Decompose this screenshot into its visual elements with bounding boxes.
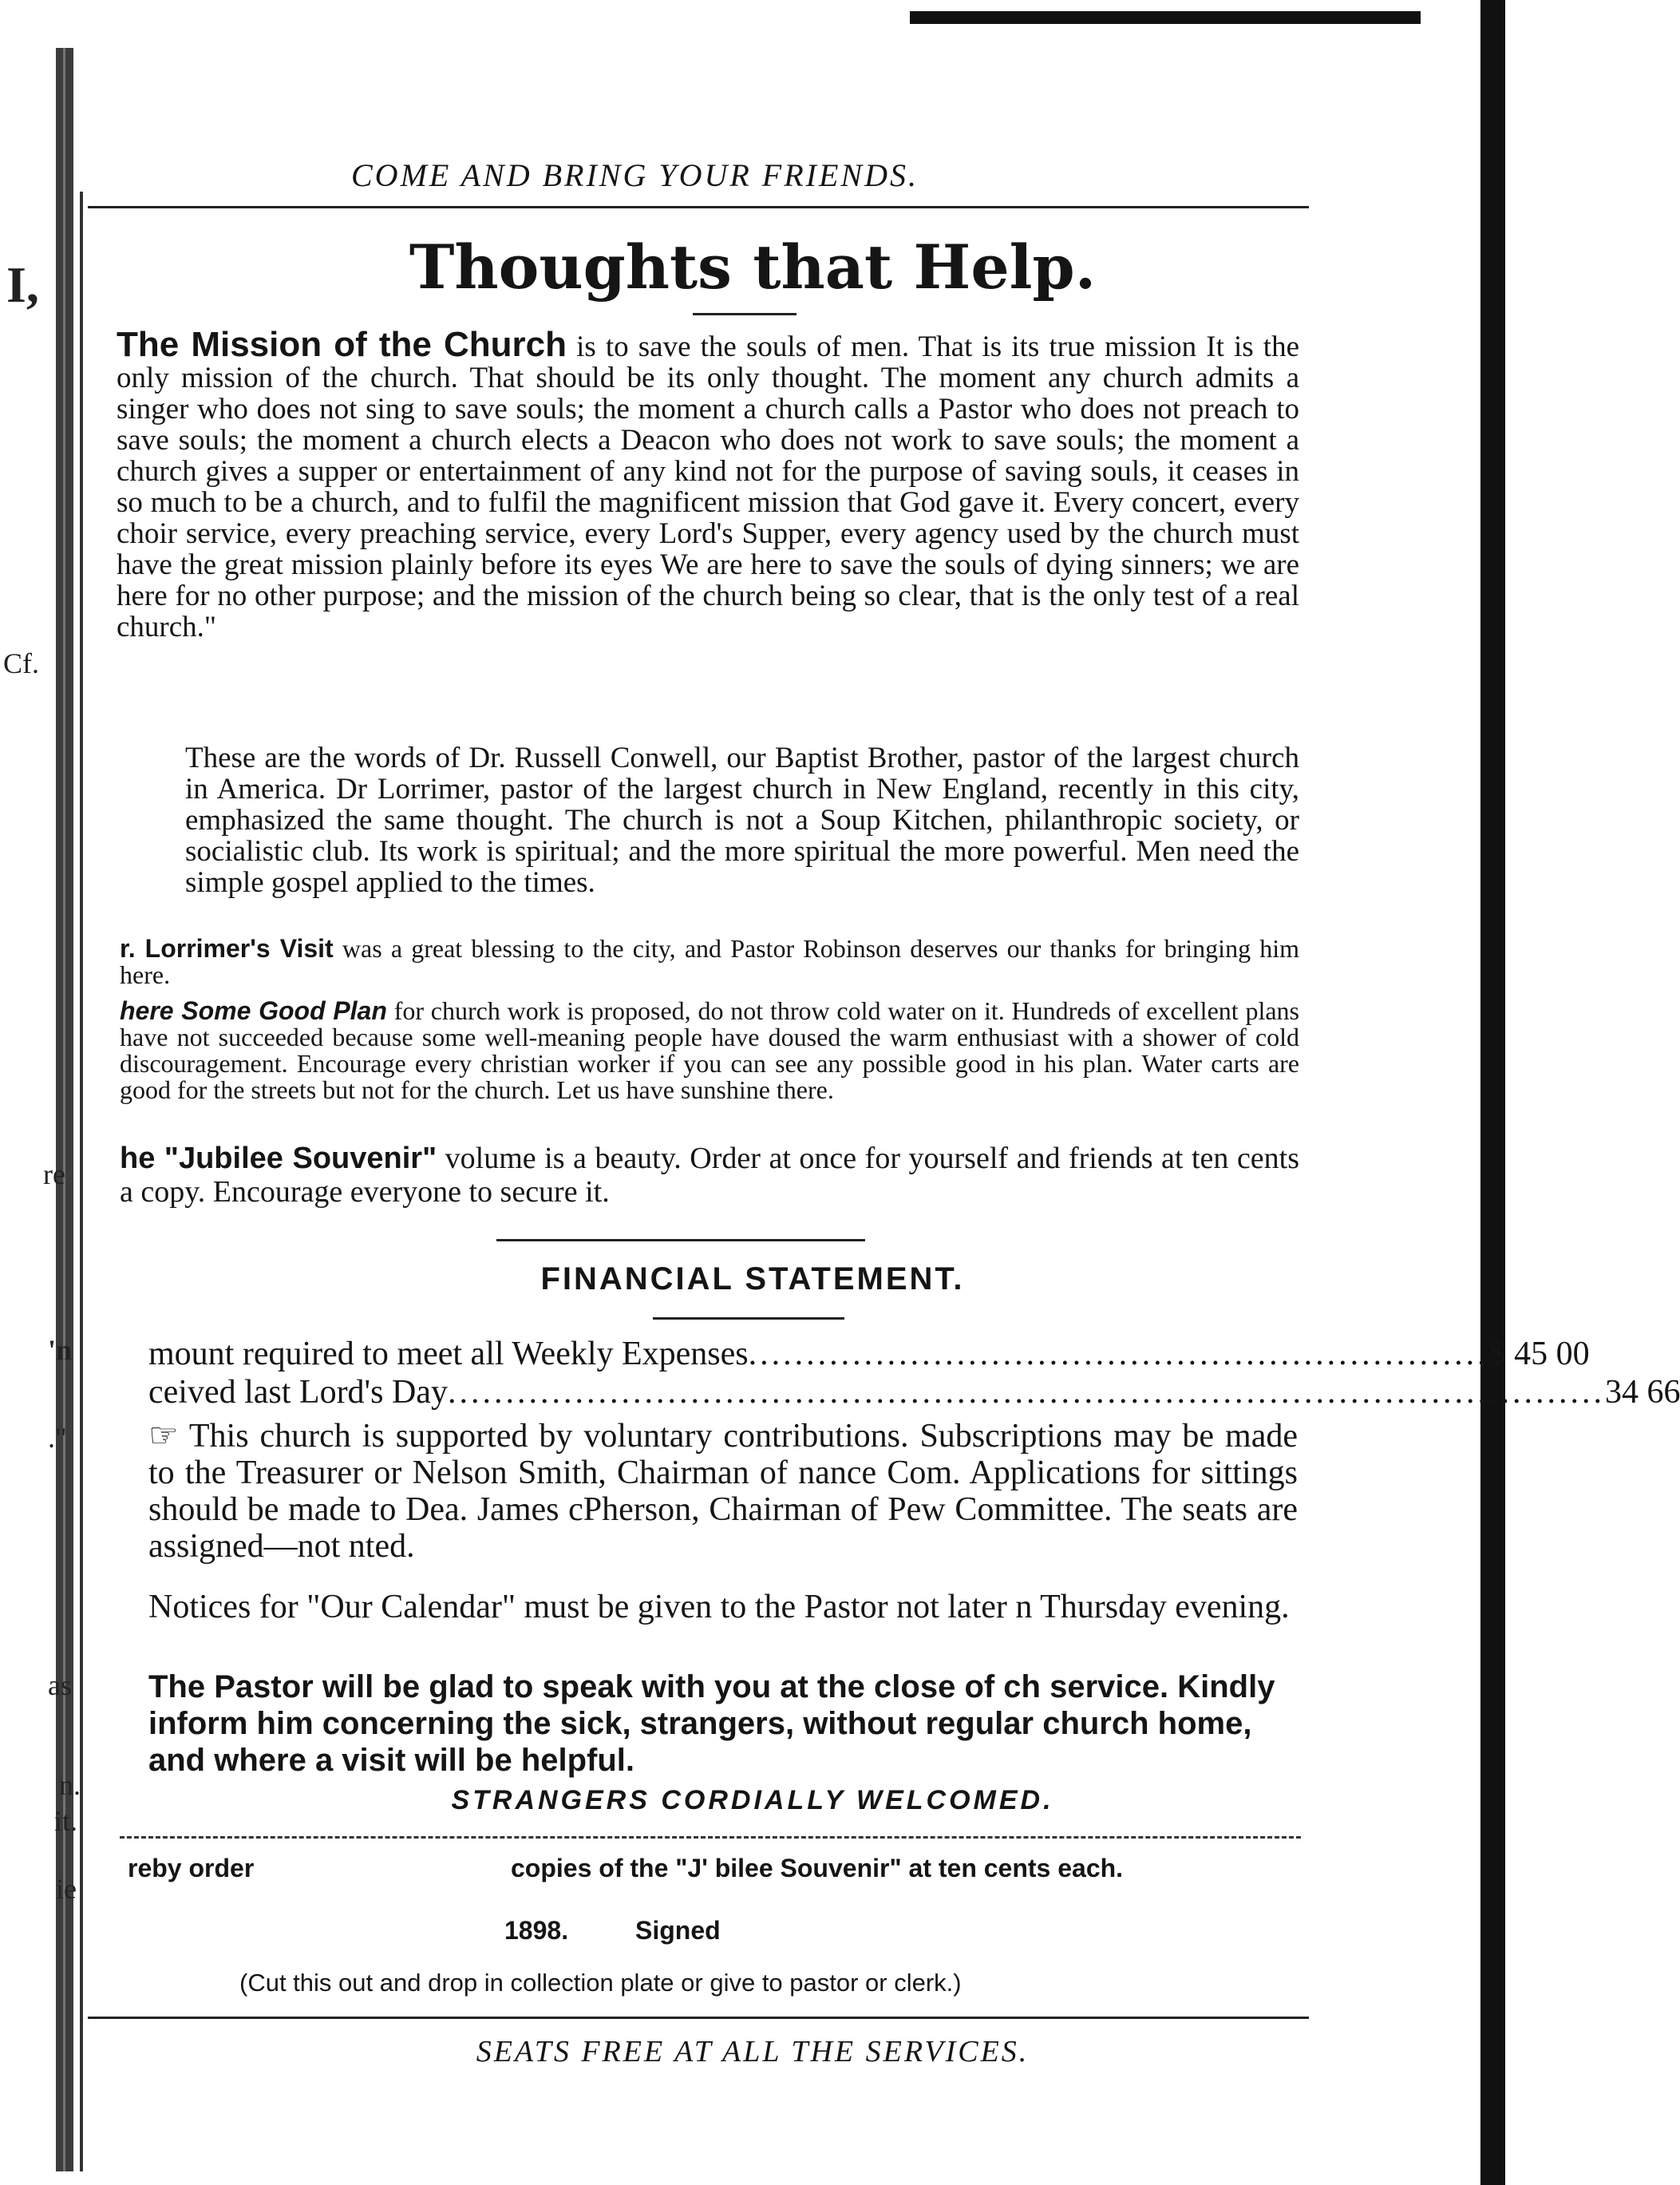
good-plan-lead: here Some Good Plan xyxy=(120,996,387,1025)
jubilee-text: volume is a beauty. Order at once for yourself and friends at ten cents a copy. Encourage everyone to secure it. xyxy=(120,1142,1300,1209)
welcome-line: STRANGERS CORDIALLY WELCOMED. xyxy=(451,1785,1054,1815)
order-year: 1898. xyxy=(504,1916,569,1945)
good-plan-note xyxy=(120,998,1299,1103)
top-edge-bar xyxy=(910,11,1421,24)
order-signed: Signed xyxy=(635,1916,721,1945)
margin-fragment: ie xyxy=(56,1873,77,1905)
lorrimer-lead: r. Lorrimer's Visit xyxy=(120,934,334,963)
page-title: Thoughts that Help. xyxy=(409,232,1097,303)
margin-fragment: I, xyxy=(6,256,39,313)
calendar-notice: Notices for "Our Calendar" must be given to the Pastor not later n Thursday evening. xyxy=(148,1589,1290,1625)
page-footer: SEATS FREE AT ALL THE SERVICES. xyxy=(476,2035,1030,2068)
binding-edge xyxy=(56,48,73,2171)
order-text: reby order xyxy=(128,1854,255,1882)
page-header: COME AND BRING YOUR FRIENDS. xyxy=(351,157,919,193)
margin-fragment: re xyxy=(43,1158,65,1190)
section-rule xyxy=(496,1239,865,1241)
margin-fragment: as xyxy=(48,1669,72,1701)
right-edge-bar xyxy=(1480,0,1505,2185)
footer-rule xyxy=(88,2017,1309,2019)
lorrimer-text: was a great blessing to the city, and Pastor Robinson deserves our thanks for bringing him here. xyxy=(120,934,1300,989)
margin-fragment: it. xyxy=(54,1805,78,1837)
cut-line xyxy=(120,1836,1301,1839)
order-text-right: copies of the "J' bilee Souvenir" at ten cents each. xyxy=(511,1854,1124,1882)
pastor-notice: The Pastor will be glad to speak with you at the close of ch service. Kindly inform him concerning the sick, strangers, without regular church home, and where a visit will be helpful. xyxy=(148,1669,1275,1778)
margin-fragment: Cf. xyxy=(3,647,39,679)
title-underline xyxy=(693,313,797,315)
margin-fragment: n. xyxy=(59,1769,81,1801)
margin-fragment: ." xyxy=(48,1422,67,1454)
mission-lead: The Mission of the Church xyxy=(117,325,567,364)
finance-amount: $ 45 00 xyxy=(1488,1336,1590,1372)
mission-continuation: These are the words of Dr. Russell Conwell, our Baptist Brother, pastor of the largest church in America. Dr Lorrimer, pastor of the largest church in New England, recently in this city, emphasized the same thought. The church is not a Soup Kitchen, philanthropic society, or socialistic club. Its work is spiritual; and the more spiritual the more powerful. Men need the simple gospel applied to the times. xyxy=(185,742,1299,899)
finance-row xyxy=(148,1335,1590,1373)
finance-label: ceived last Lord's Day xyxy=(148,1374,448,1411)
leader-dots: ................................................................ xyxy=(748,1336,1489,1372)
margin-fragment: 'n xyxy=(48,1334,73,1366)
financial-underline xyxy=(653,1317,844,1320)
leader-dots: .................................................................................................... xyxy=(447,1374,1605,1411)
financial-heading: FINANCIAL STATEMENT. xyxy=(540,1261,965,1296)
finance-amount: 34 66 xyxy=(1604,1374,1680,1411)
jubilee-note xyxy=(120,1142,1299,1209)
finance-label: mount required to meet all Weekly Expenses xyxy=(148,1336,749,1372)
mission-text: is to save the souls of men. That is its true mission It is the only mission of the church. That should be its only thought. The moment any church admits a singer who does not sing to save souls; the moment a church calls a Pastor who does not preach to save souls; the moment a church elects a Deacon who does not work to save souls; the moment a church gives a supper or entertainment of any kind not for the purpose of saving souls, it ceases in so much to be a church, and to fulfil the magnificent mission that God gave it. Every concert, every choir service, every preaching service, every Lord's Supper, every agency used by the church must have the great mission plainly before its eyes We are here to save the souls of dying sinners; we are here for no other purpose; and the mission of the church being so clear, that is the only test of a real church." xyxy=(117,331,1299,643)
lorrimer-note xyxy=(120,936,1299,988)
mission-paragraph xyxy=(117,325,1299,643)
jubilee-lead: he "Jubilee Souvenir" xyxy=(120,1142,437,1175)
header-rule xyxy=(88,206,1309,208)
binding-line xyxy=(80,192,83,2171)
good-plan-text: for church work is proposed, do not throw cold water on it. Hundreds of excellent plans have not succeeded because some well-meaning people have doused the warm enthusiast with a shower of cold discouragement. Encourage every christian worker if you can see any possible good in his plan. Water carts are good for the streets but not for the church. Let us have sunshine there. xyxy=(120,996,1300,1104)
support-notice: ☞ This church is supported by voluntary contributions. Subscriptions may be made to the Treasurer or Nelson Smith, Chairman of nance Com. Applications for sittings should be made to Dea. James cPherson, Chairman of Pew Committee. The seats are assigned—not nted. xyxy=(148,1418,1298,1565)
order-instruction: (Cut this out and drop in collection plate or give to pastor or clerk.) xyxy=(239,1969,962,1997)
finance-row xyxy=(148,1373,1680,1411)
